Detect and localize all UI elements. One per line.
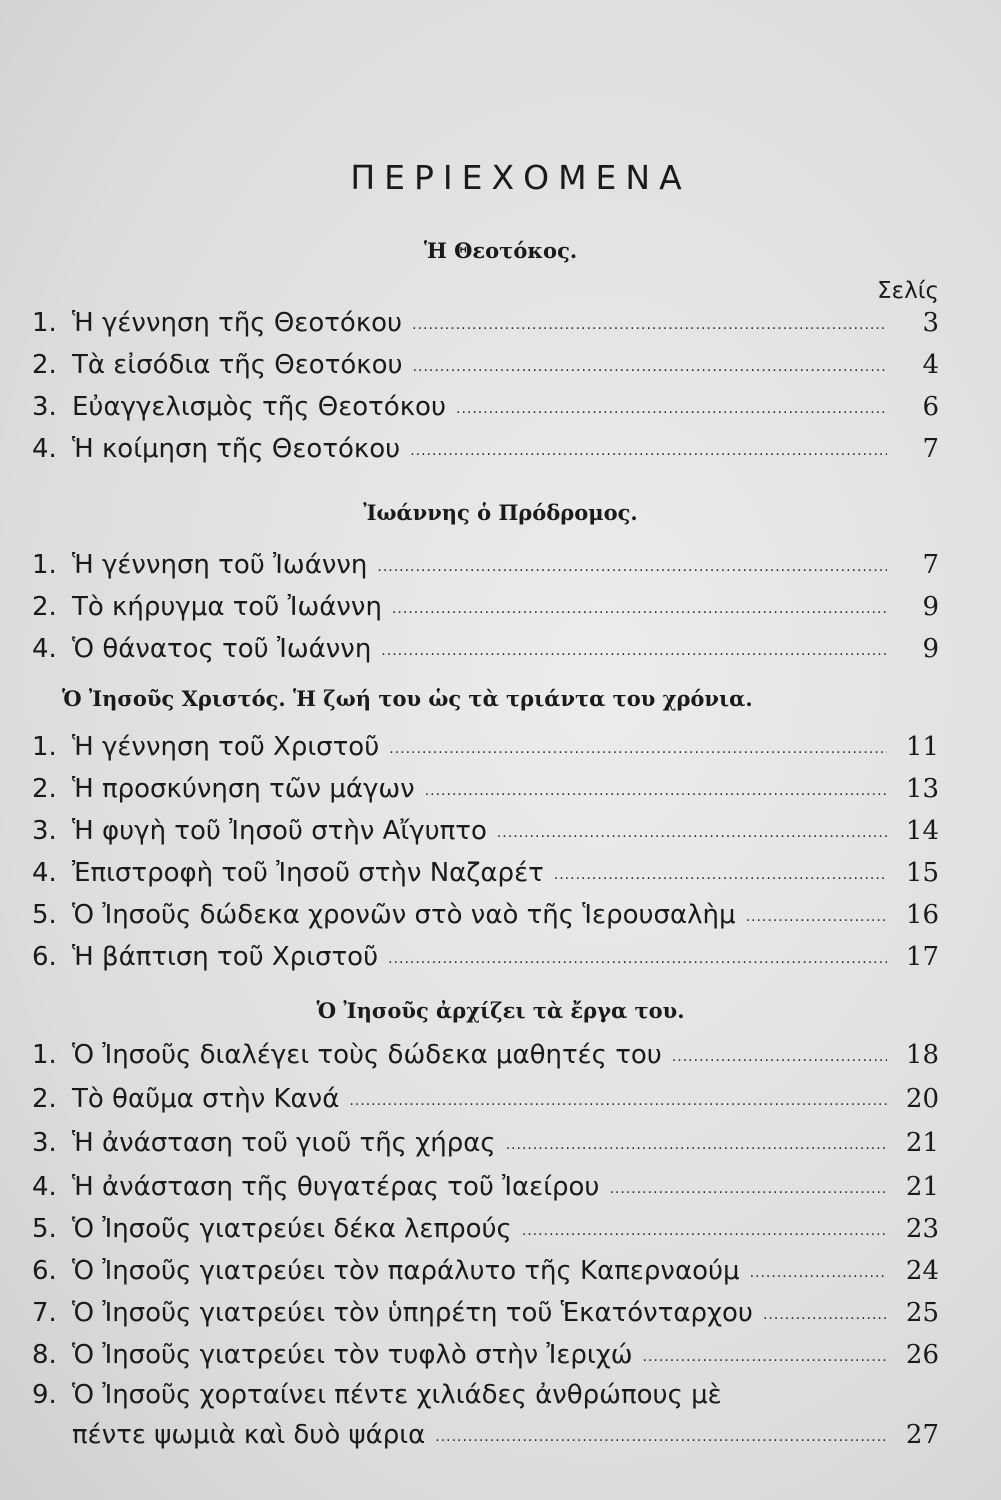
entry-number: 1. [32, 732, 57, 762]
toc-entry[interactable] [32, 550, 939, 590]
entry-number: 1. [32, 308, 57, 338]
toc-entry[interactable] [32, 350, 939, 390]
toc-entry[interactable] [32, 942, 939, 982]
entry-page-number: 27 [905, 1420, 939, 1450]
entry-page-number: 7 [922, 434, 939, 464]
entry-page-number: 6 [922, 392, 939, 422]
entry-page-number: 26 [905, 1340, 939, 1370]
entry-number: 5. [32, 900, 57, 930]
entry-title: Ὁ Ἰησοῦς γιατρεύει δέκα λεπρούς [72, 1214, 512, 1244]
dot-leader [392, 601, 887, 617]
entry-title: Ἡ προσκύνηση τῶν μάγων [72, 774, 415, 804]
entry-number: 2. [32, 774, 57, 804]
toc-entry[interactable] [32, 634, 939, 674]
dot-leader [554, 867, 887, 883]
toc-entry[interactable] [32, 816, 939, 856]
entry-title: Ὁ Ἰησοῦς γιατρεύει τὸν ὑπηρέτη τοῦ Ἑκατόνταρχου [72, 1298, 753, 1328]
entry-number: 8. [32, 1340, 57, 1370]
entry-title: Ἐπιστροφὴ τοῦ Ἰησοῦ στὴν Ναζαρέτ [72, 858, 544, 888]
entry-title: Ἡ βάπτιση τοῦ Χριστοῦ [72, 942, 379, 972]
entry-page-number: 13 [905, 774, 939, 804]
section-heading-theotokos: Ἡ Θεοτόκος. [423, 238, 578, 263]
entry-number: 4. [32, 634, 57, 664]
toc-entry[interactable] [32, 1340, 939, 1380]
toc-entry[interactable] [32, 900, 939, 940]
dot-leader [377, 559, 887, 575]
entry-title: Ὁ Ἰησοῦς χορταίνει πέντε χιλιάδες ἀνθρώπους μὲ [72, 1380, 722, 1410]
entry-number: 7. [32, 1298, 57, 1328]
entry-page-number: 25 [905, 1298, 939, 1328]
toc-entry[interactable] [32, 1214, 939, 1254]
toc-entry[interactable] [32, 1084, 939, 1124]
entry-page-number: 11 [905, 732, 939, 762]
entry-title: Ὁ θάνατος τοῦ Ἰωάννη [72, 634, 372, 664]
entry-title: Ἡ ἀνάσταση τοῦ γιοῦ τῆς χήρας [72, 1128, 496, 1158]
toc-entry[interactable] [32, 392, 939, 432]
entry-title: Εὐαγγελισμὸς τῆς Θεοτόκου [72, 392, 446, 422]
entry-number: 4. [32, 858, 57, 888]
entry-number: 5. [32, 1214, 57, 1244]
dot-leader [672, 1049, 887, 1065]
toc-entry[interactable] [32, 858, 939, 898]
entry-title: Ὁ Ἰησοῦς γιατρεύει τὸν παράλυτο τῆς Καπερναούμ [72, 1256, 740, 1286]
entry-number: 3. [32, 392, 57, 422]
dot-leader [497, 825, 887, 841]
dot-leader [389, 741, 887, 757]
entry-number: 2. [32, 1084, 57, 1114]
toc-entry[interactable] [32, 1040, 939, 1080]
entry-number: 2. [32, 592, 57, 622]
entry-title: Ἡ φυγὴ τοῦ Ἰησοῦ στὴν Αἴγυπτο [72, 816, 487, 846]
entry-page-number: 3 [922, 308, 939, 338]
entry-number: 1. [32, 1040, 57, 1070]
dot-leader [435, 1429, 887, 1445]
dot-leader [643, 1349, 888, 1365]
entry-title: Ἡ κοίμηση τῆς Θεοτόκου [72, 434, 401, 464]
entry-title: Ἡ γέννηση τῆς Θεοτόκου [72, 308, 403, 338]
entry-number: 1. [32, 550, 57, 580]
toc-entry[interactable] [32, 592, 939, 632]
entry-page-number: 23 [905, 1214, 939, 1244]
dot-leader [413, 359, 887, 375]
entry-title: Τὸ κήρυγμα τοῦ Ἰωάννη [72, 592, 382, 622]
entry-number: 9. [32, 1380, 57, 1410]
toc-entry[interactable] [32, 732, 939, 772]
entry-page-number: 24 [905, 1256, 939, 1286]
dot-leader [746, 909, 887, 925]
toc-entry[interactable] [32, 434, 939, 474]
entry-page-number: 14 [905, 816, 939, 846]
section-heading-ioannis: Ἰωάννης ὁ Πρόδρομος. [363, 500, 638, 525]
entry-number: 2. [32, 350, 57, 380]
dot-leader [750, 1265, 887, 1281]
entry-page-number: 20 [905, 1084, 939, 1114]
page-column-label: Σελίς [877, 278, 939, 304]
dot-leader [388, 951, 887, 967]
entry-title: Ἡ ἀνάσταση τῆς θυγατέρας τοῦ Ἰαείρου [72, 1172, 600, 1202]
toc-entry[interactable] [32, 1380, 939, 1420]
entry-page-number: 9 [922, 634, 939, 664]
toc-entry[interactable] [32, 308, 939, 348]
entry-title: Ἡ γέννηση τοῦ Χριστοῦ [72, 732, 380, 762]
entry-title: Τὰ εἰσόδια τῆς Θεοτόκου [72, 350, 403, 380]
dot-leader [410, 443, 887, 459]
entry-page-number: 4 [922, 350, 939, 380]
entry-title: Τὸ θαῦμα στὴν Κανά [72, 1084, 340, 1114]
toc-entry[interactable] [32, 1172, 939, 1212]
dot-leader [506, 1137, 887, 1153]
dot-leader [609, 1181, 887, 1197]
toc-entry[interactable] [32, 1128, 939, 1168]
section-heading-christos: Ὁ Ἰησοῦς Χριστός. Ἡ ζωή του ὡς τὰ τριάντα του χρόνια. [62, 686, 753, 711]
entry-page-number: 7 [922, 550, 939, 580]
entry-page-number: 18 [905, 1040, 939, 1070]
entry-page-number: 17 [905, 942, 939, 972]
entry-page-number: 21 [905, 1128, 939, 1158]
entry-title: Ὁ Ἰησοῦς γιατρεύει τὸν τυφλὸ στὴν Ἰεριχώ [72, 1340, 633, 1370]
dot-leader [522, 1223, 887, 1239]
entry-page-number: 15 [905, 858, 939, 888]
entry-number: 3. [32, 816, 57, 846]
toc-entry[interactable] [32, 1298, 939, 1338]
dot-leader [763, 1307, 887, 1323]
entry-number: 6. [32, 942, 57, 972]
entry-number: 3. [32, 1128, 57, 1158]
dot-leader [349, 1093, 887, 1109]
dot-leader [425, 783, 887, 799]
entry-title: Ὁ Ἰησοῦς διαλέγει τοὺς δώδεκα μαθητές του [72, 1040, 662, 1070]
entry-number: 6. [32, 1256, 57, 1286]
dot-leader [412, 317, 887, 333]
entry-title: Ὁ Ἰησοῦς δώδεκα χρονῶν στὸ ναὸ τῆς Ἱερουσαλὴμ [72, 900, 736, 930]
entry-title: Ἡ γέννηση τοῦ Ἰωάννη [72, 550, 368, 580]
entry-number: 4. [32, 434, 57, 464]
page-title: ΠΕΡΙΕΧΟΜΕΝΑ [350, 158, 691, 197]
entry-page-number: 16 [905, 900, 939, 930]
entry-title-continued: πέντε ψωμιὰ καὶ δυὸ ψάρια [72, 1420, 426, 1450]
section-heading-erga: Ὁ Ἰησοῦς ἀρχίζει τὰ ἔργα του. [316, 998, 685, 1023]
toc-entry[interactable] [32, 774, 939, 814]
toc-entry-continuation[interactable] [32, 1420, 939, 1460]
dot-leader [456, 401, 887, 417]
entry-page-number: 21 [905, 1172, 939, 1202]
entry-number: 4. [32, 1172, 57, 1202]
entry-page-number: 9 [922, 592, 939, 622]
toc-entry[interactable] [32, 1256, 939, 1296]
dot-leader [381, 643, 887, 659]
